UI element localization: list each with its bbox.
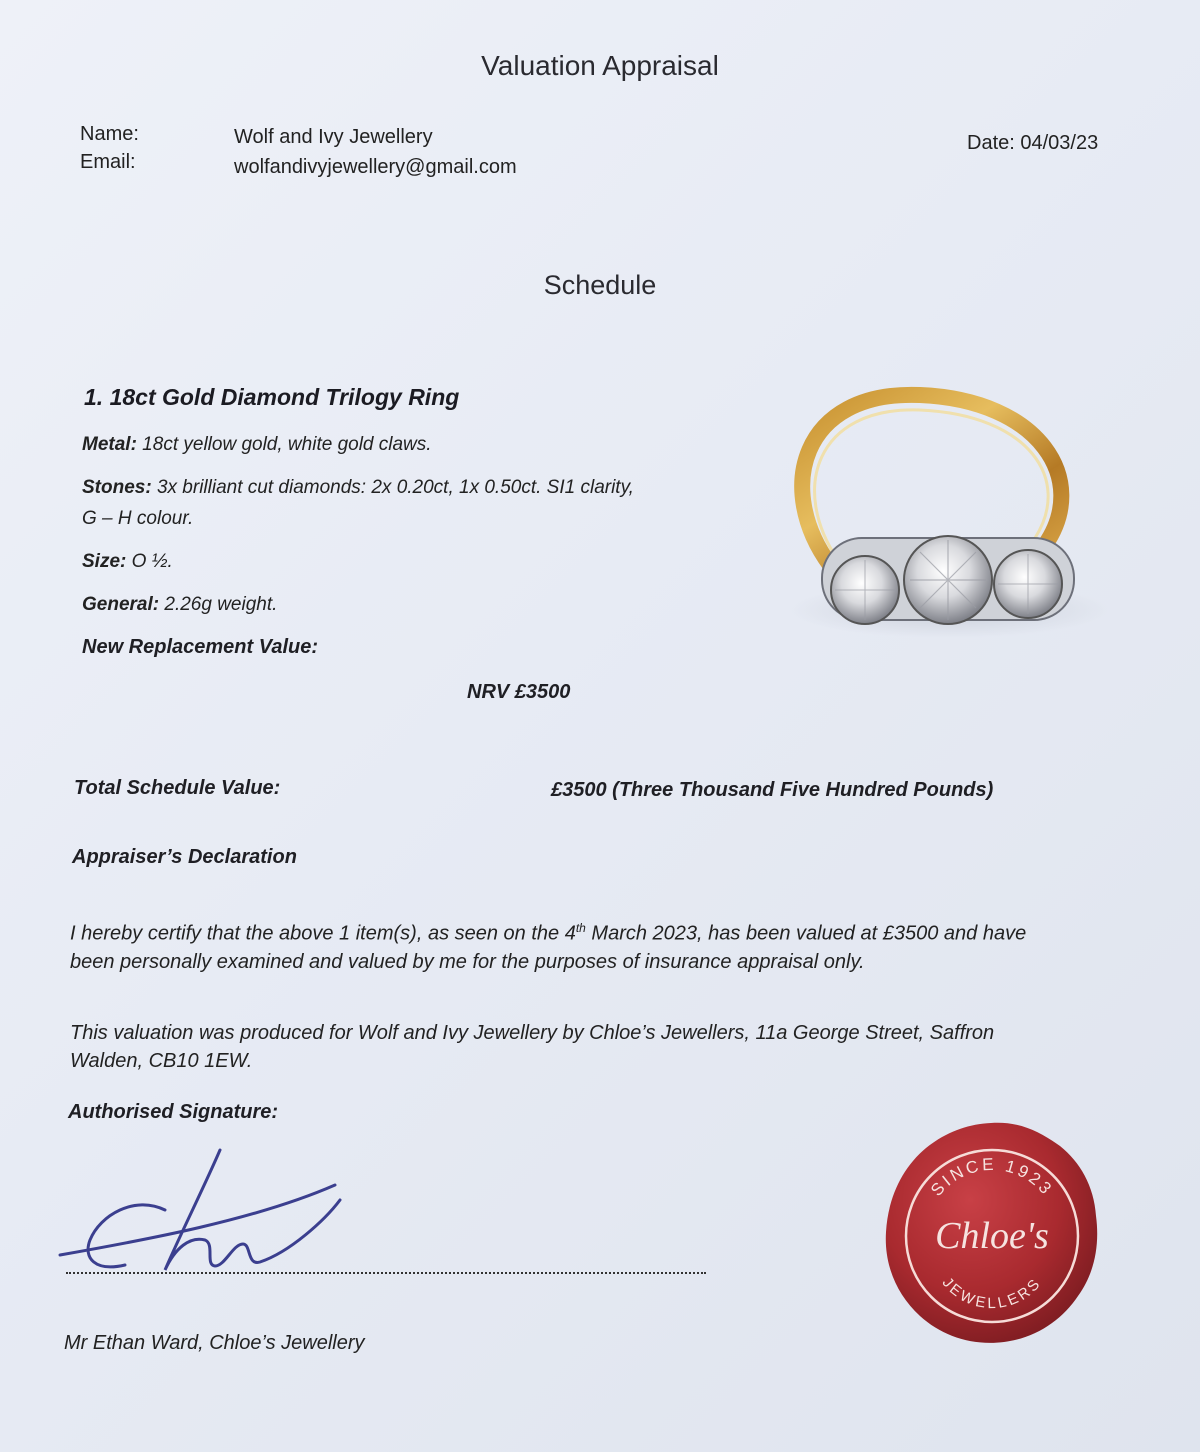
total-label: Total Schedule Value: — [74, 777, 281, 799]
declaration-text — [70, 914, 1130, 976]
seal-name: Chloe's — [935, 1215, 1049, 1257]
stones-value-line1: 3x brilliant cut diamonds: 2x 0.20ct, 1x 0.50ct. SI1 clarity, — [151, 477, 634, 498]
stones-label: Stones: — [82, 477, 152, 498]
ring-photo — [760, 370, 1110, 670]
signature-line — [66, 1272, 706, 1274]
metal-value: 18ct yellow gold, white gold claws. — [136, 434, 432, 455]
handwritten-signature — [55, 1140, 355, 1280]
declaration-part1: I hereby certify that the above 1 item(s), as seen on the 4 — [70, 922, 576, 945]
nrv-value: NRV £3500 — [467, 681, 571, 703]
metal-label: Metal: — [82, 434, 137, 455]
nrv-label: New Replacement Value: — [82, 636, 319, 658]
producer-line1: This valuation was produced for Wolf and Ivy Jewellery by Chloe’s Jewellers, 11a George Street, Saffron — [70, 1022, 995, 1044]
metal-spec — [82, 429, 432, 460]
total-value: £3500 (Three Thousand Five Hundred Pounds) — [551, 779, 994, 801]
general-spec — [82, 589, 277, 620]
seal-top-text: SINCE 1923 — [927, 1154, 1058, 1200]
email-value: wolfandivyjewellery@gmail.com — [234, 156, 517, 178]
signatory-name: Mr Ethan Ward, Chloe’s Jewellery — [64, 1332, 365, 1354]
ring-setting — [822, 536, 1074, 624]
declaration-heading: Appraiser’s Declaration — [72, 846, 297, 868]
general-value: 2.26g weight. — [159, 594, 278, 615]
producer-text — [70, 1019, 1130, 1075]
size-label: Size: — [82, 551, 127, 572]
declaration-line2: been personally examined and valued by me for the purposes of insurance appraisal only. — [70, 950, 865, 973]
email-label: Email: — [80, 151, 136, 173]
declaration-part2: March 2023, has been valued at £3500 and have — [585, 922, 1027, 945]
item-title: 1. 18ct Gold Diamond Trilogy Ring — [84, 384, 460, 410]
size-value: O ½. — [126, 551, 173, 572]
seal-bottom-text: JEWELLERS — [938, 1274, 1046, 1313]
producer-line2: Walden, CB10 1EW. — [70, 1050, 253, 1072]
name-label: Name: — [80, 123, 139, 145]
size-spec — [82, 546, 173, 577]
date-text: Date: 04/03/23 — [967, 132, 1099, 154]
name-value: Wolf and Ivy Jewellery — [234, 126, 433, 148]
declaration-sup: th — [575, 921, 586, 935]
company-seal — [880, 1118, 1102, 1348]
schedule-title: Schedule — [543, 270, 657, 300]
stones-spec — [82, 472, 634, 534]
general-label: General: — [82, 594, 160, 615]
document-title: Valuation Appraisal — [481, 50, 719, 81]
signature-label: Authorised Signature: — [68, 1101, 279, 1123]
stones-value-line2: G – H colour. — [82, 508, 194, 529]
